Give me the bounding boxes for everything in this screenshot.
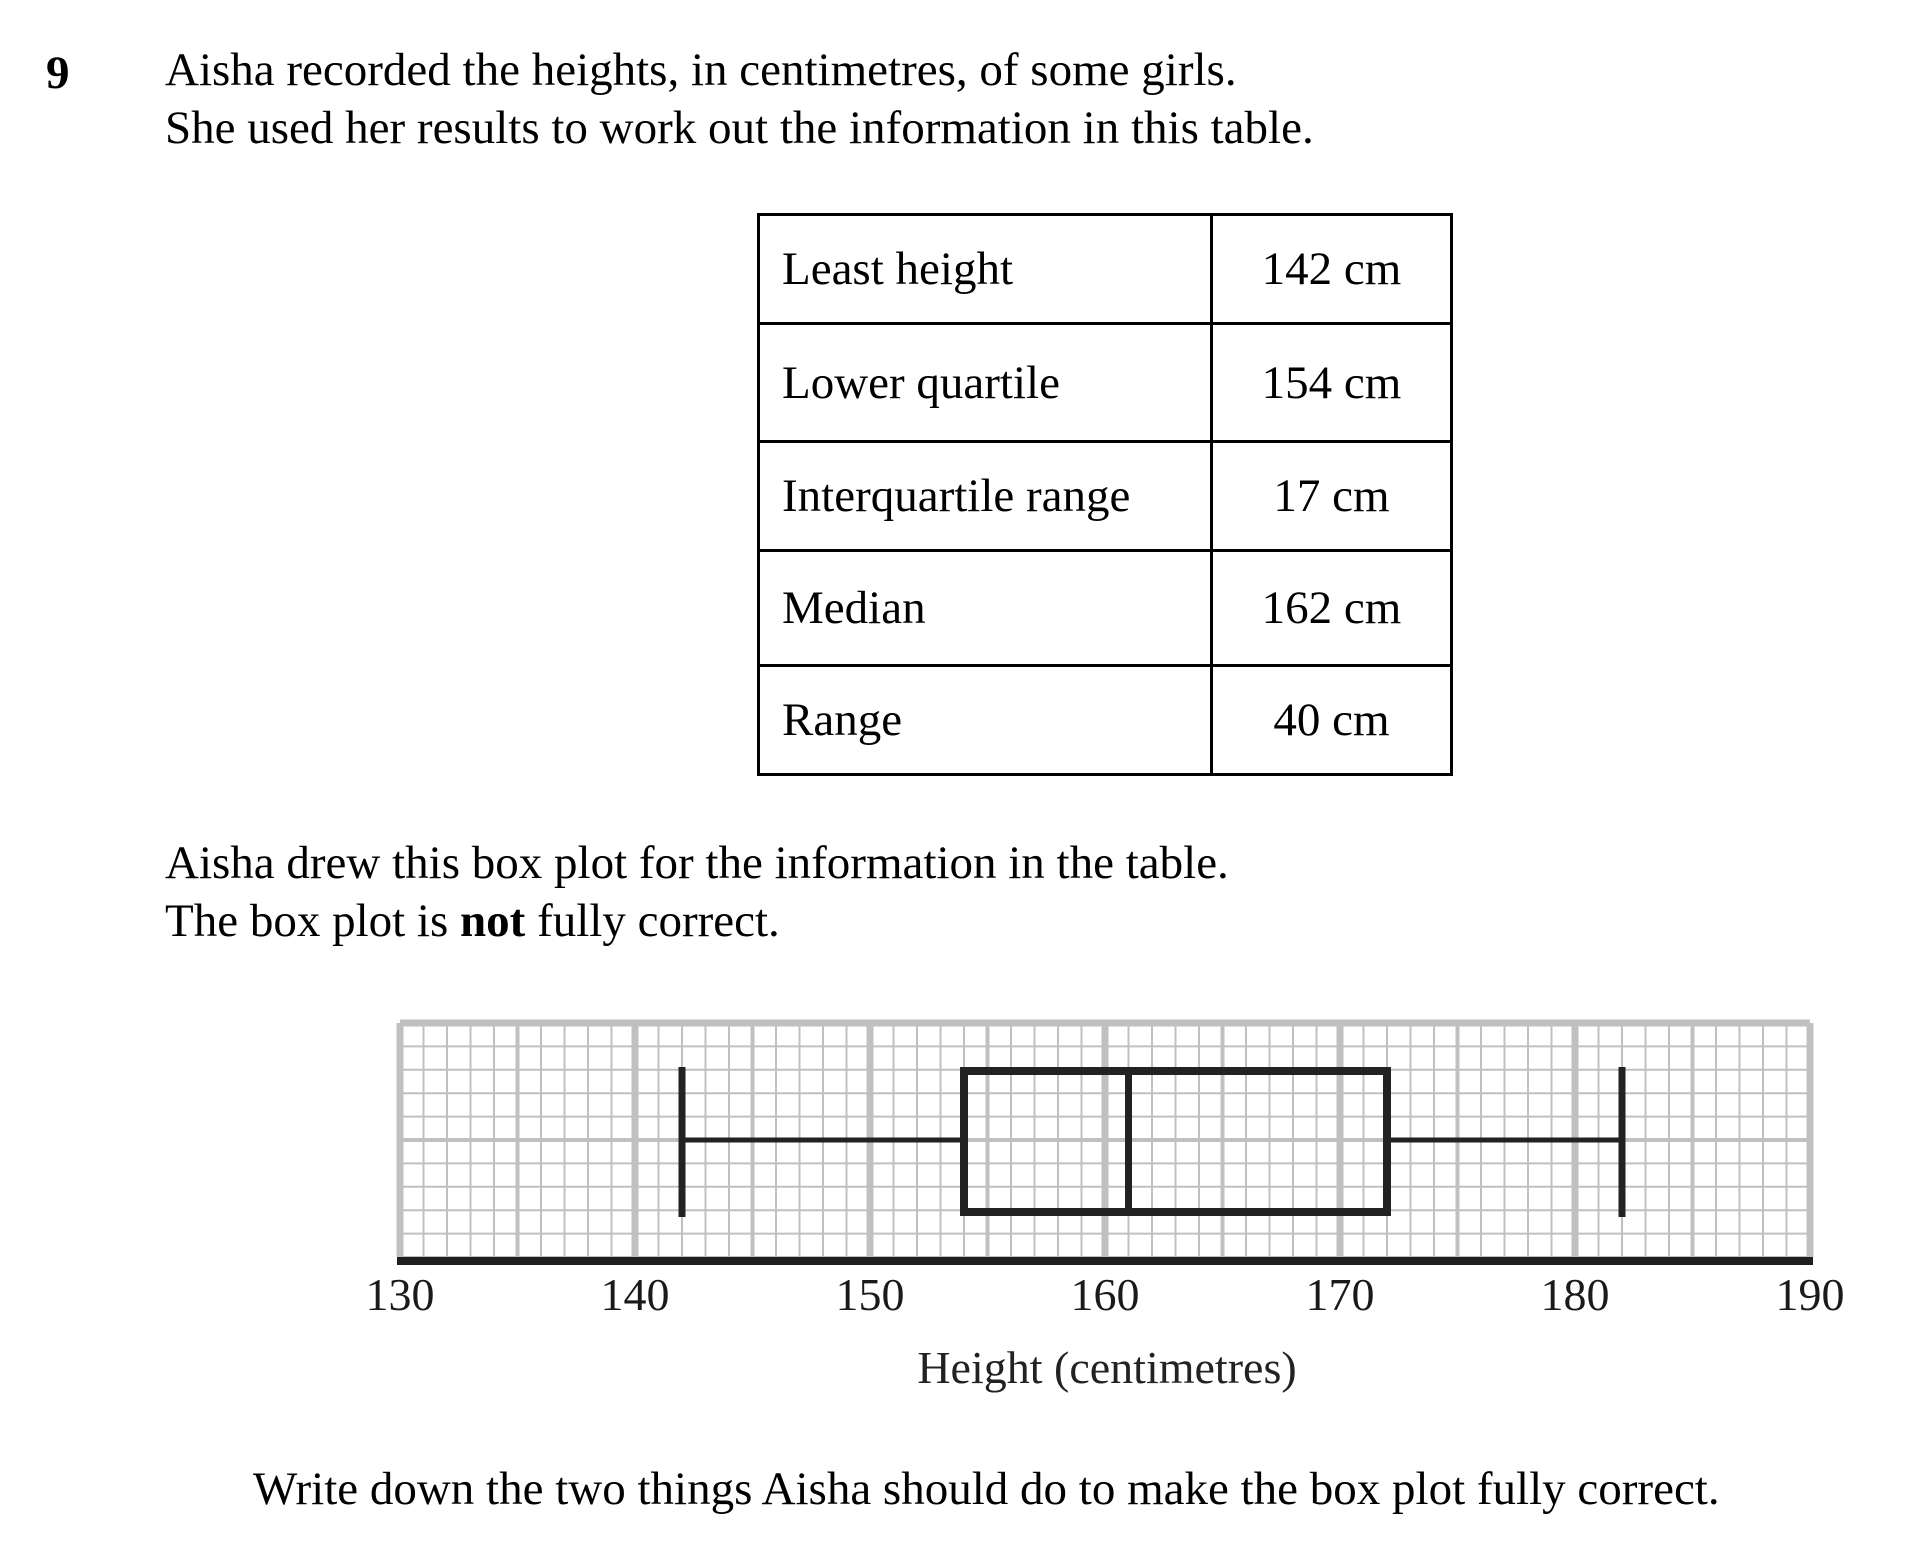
row-value: 142 cm bbox=[1212, 215, 1452, 324]
question-number: 9 bbox=[46, 47, 70, 99]
row-label: Lower quartile bbox=[759, 324, 1212, 442]
x-tick-label: 130 bbox=[365, 1269, 435, 1320]
intro-line-2: She used her results to work out the information in this table. bbox=[165, 102, 1314, 154]
row-label: Least height bbox=[759, 215, 1212, 324]
x-tick-label: 140 bbox=[600, 1269, 670, 1320]
row-label: Interquartile range bbox=[759, 442, 1212, 551]
intro-line-1: Aisha recorded the heights, in centimetres, of some girls. bbox=[165, 44, 1237, 96]
row-value: 17 cm bbox=[1212, 442, 1452, 551]
row-label: Range bbox=[759, 666, 1212, 775]
description-text-b: fully correct. bbox=[525, 895, 780, 947]
x-tick-label: 180 bbox=[1540, 1269, 1610, 1320]
row-value: 154 cm bbox=[1212, 324, 1452, 442]
row-value: 162 cm bbox=[1212, 551, 1452, 666]
x-axis-ticks bbox=[366, 1269, 1845, 1320]
question-instruction: Write down the two things Aisha should do to make the box plot fully correct. bbox=[253, 1463, 1720, 1515]
row-value: 40 cm bbox=[1212, 666, 1452, 775]
emphasis-not: not bbox=[460, 895, 526, 947]
description-text-a: The box plot is bbox=[165, 895, 461, 947]
description-line-1: Aisha drew this box plot for the information in the table. bbox=[165, 837, 1229, 889]
x-tick-label: 150 bbox=[835, 1269, 905, 1320]
x-tick-label: 160 bbox=[1070, 1269, 1140, 1320]
x-axis-title: Height (centimetres) bbox=[917, 1342, 1297, 1393]
x-tick-label: 170 bbox=[1305, 1269, 1375, 1320]
row-label: Median bbox=[759, 551, 1212, 666]
x-tick-label: 190 bbox=[1775, 1269, 1845, 1320]
